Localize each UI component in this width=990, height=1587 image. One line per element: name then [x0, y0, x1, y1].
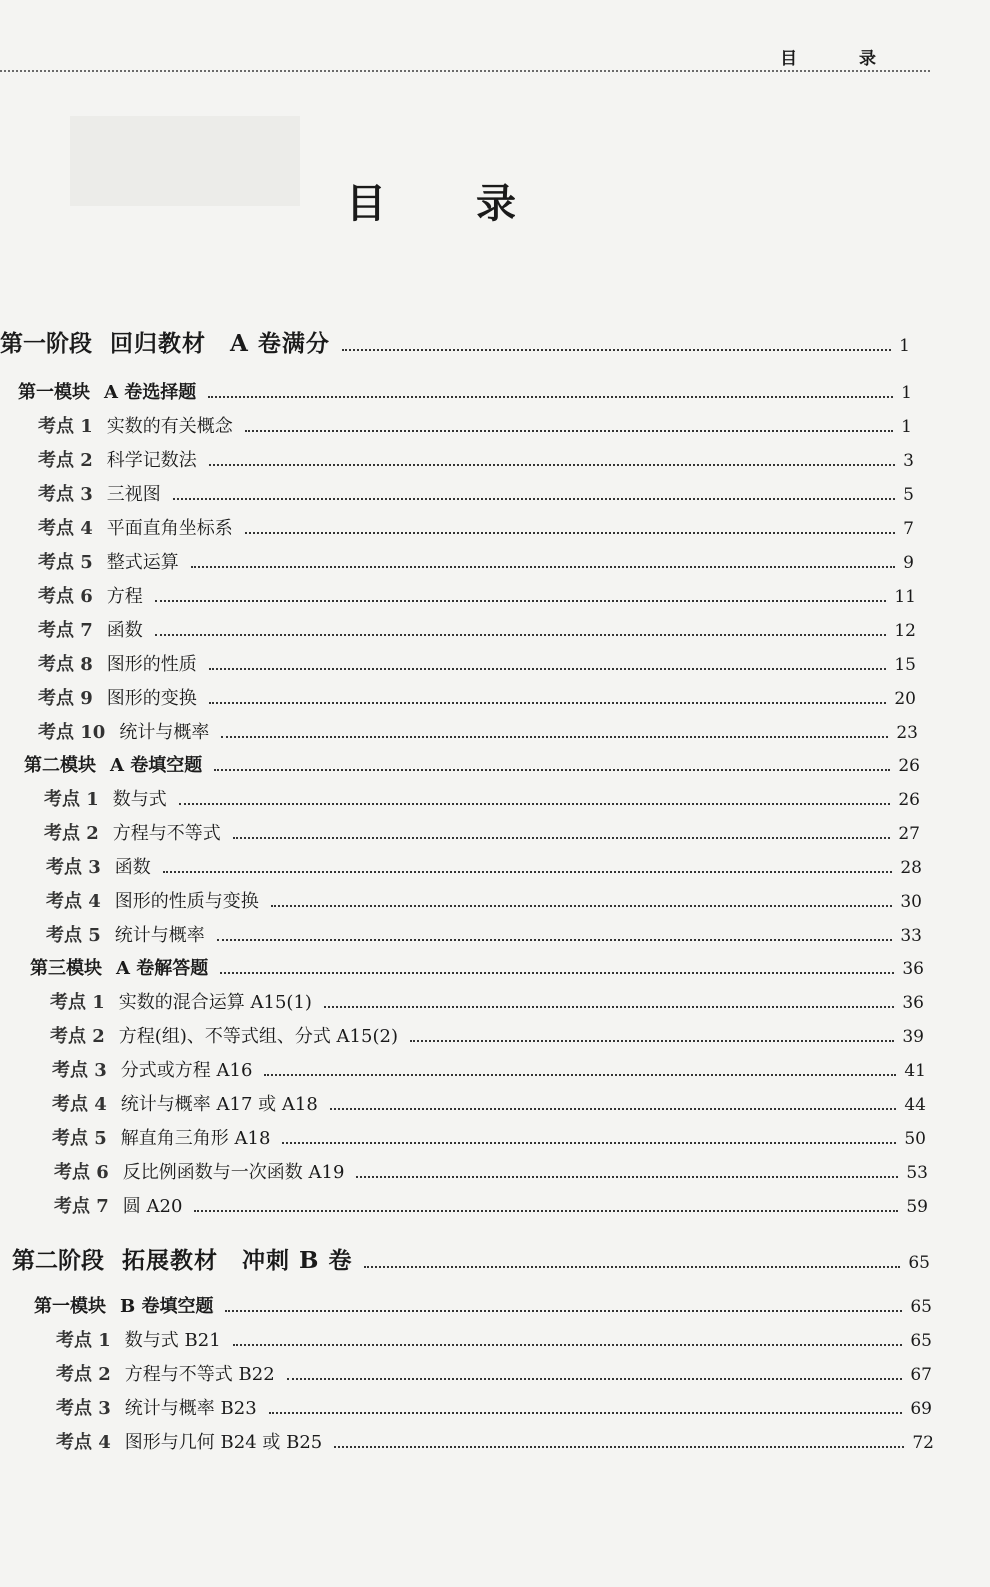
toc-entry-point: [56, 1326, 932, 1352]
toc-entry-title: B 卷填空题: [120, 1296, 214, 1317]
toc-entry-point: [46, 921, 922, 947]
toc-entry-page-number: 67: [910, 1365, 932, 1385]
toc-entry-title: 统计与概率: [114, 925, 205, 946]
dot-leader: [209, 702, 887, 704]
toc-entry-label: 考点 5: [52, 1128, 107, 1149]
dot-leader: [225, 1310, 902, 1312]
toc-entry-label: 考点 2: [50, 1026, 105, 1047]
toc-entry-label: 考点 6: [38, 586, 93, 607]
toc-entry-title: 统计与概率: [119, 722, 210, 743]
toc-entry-title: 统计与概率 A17 或 A18: [120, 1094, 318, 1115]
toc-entry-page-number: 12: [894, 621, 916, 641]
dot-leader: [194, 1210, 898, 1212]
toc-entry-label: 考点 4: [46, 891, 101, 912]
toc-entry-page-number: 5: [903, 485, 914, 505]
toc-entry-title: 回归教材 A 卷满分: [110, 330, 330, 357]
dot-leader: [155, 600, 887, 602]
toc-entry-page-number: 15: [894, 655, 916, 675]
toc-entry-title: 数与式: [112, 789, 167, 810]
dot-leader: [330, 1108, 897, 1110]
toc-entry-label: 考点 2: [44, 823, 99, 844]
toc-entry-page-number: 44: [904, 1095, 926, 1115]
toc-entry-stage: [12, 1242, 930, 1275]
toc-entry-page-number: 41: [904, 1061, 926, 1081]
toc-entry-title: 函数: [114, 857, 151, 878]
toc-entry-title: 图形的性质: [106, 654, 197, 675]
toc-entry-page-number: 69: [910, 1399, 932, 1419]
dot-leader: [191, 566, 895, 568]
toc-entry-label: 考点 5: [38, 552, 93, 573]
toc-entry-label: 考点 4: [56, 1432, 111, 1453]
dot-leader: [282, 1142, 896, 1144]
toc-entry-page-number: 53: [906, 1163, 928, 1183]
dot-leader: [217, 939, 893, 941]
dot-leader: [269, 1412, 903, 1414]
toc-entry-title: A 卷选择题: [104, 382, 197, 403]
toc-entry-point: [44, 785, 920, 811]
dot-leader: [221, 736, 888, 738]
dot-leader: [324, 1006, 894, 1008]
toc-entry-module: [30, 954, 924, 980]
toc-entry-page-number: 72: [912, 1433, 934, 1453]
dot-leader: [209, 668, 887, 670]
toc-entry-point: [44, 819, 920, 845]
toc-entry-title: 整式运算: [106, 552, 179, 573]
dot-leader: [173, 498, 895, 500]
toc-entry-label: 第一模块: [34, 1296, 106, 1317]
dot-leader: [163, 871, 893, 873]
toc-entry-point: [38, 480, 914, 506]
toc-entry-point: [54, 1158, 928, 1184]
toc-entry-title: 圆 A20: [122, 1196, 183, 1217]
toc-entry-stage: [0, 325, 910, 358]
running-header: 目 录: [780, 49, 904, 69]
toc-entry-page-number: 27: [898, 824, 920, 844]
toc-entry-page-number: 11: [894, 587, 916, 607]
toc-entry-page-number: 65: [908, 1253, 930, 1273]
dot-leader: [364, 1266, 900, 1268]
toc-entry-label: 第一阶段: [0, 330, 92, 357]
toc-entry-label: 考点 7: [54, 1196, 109, 1217]
toc-entry-page-number: 36: [902, 959, 924, 979]
toc-entry-page-number: 20: [894, 689, 916, 709]
dot-leader: [245, 532, 895, 534]
toc-entry-label: 考点 3: [46, 857, 101, 878]
toc-entry-title: 数与式 B21: [124, 1330, 221, 1351]
toc-entry-title: 反比例函数与一次函数 A19: [122, 1162, 345, 1183]
toc-entry-label: 考点 4: [38, 518, 93, 539]
toc-entry-label: 考点 5: [46, 925, 101, 946]
toc-entry-title: A 卷填空题: [110, 755, 203, 776]
toc-entry-label: 考点 7: [38, 620, 93, 641]
toc-entry-label: 考点 1: [38, 416, 93, 437]
dot-leader: [155, 634, 887, 636]
toc-entry-page-number: 26: [898, 790, 920, 810]
toc-entry-label: 考点 4: [52, 1094, 107, 1115]
toc-entry-label: 考点 1: [44, 789, 99, 810]
toc-entry-point: [56, 1360, 932, 1386]
toc-entry-page-number: 59: [906, 1197, 928, 1217]
toc-entry-title: 统计与概率 B23: [124, 1398, 257, 1419]
toc-entry-page-number: 23: [896, 723, 918, 743]
toc-entry-label: 第一模块: [18, 382, 90, 403]
toc-entry-title: 科学记数法: [106, 450, 197, 471]
toc-entry-point: [52, 1124, 926, 1150]
toc-entry-title: 函数: [106, 620, 143, 641]
dot-leader: [179, 803, 891, 805]
toc-entry-point: [54, 1192, 928, 1218]
dot-leader: [410, 1040, 894, 1042]
toc-entry-title: A 卷解答题: [116, 958, 209, 979]
toc-entry-title: 实数的有关概念: [106, 416, 233, 437]
toc-entry-point: [52, 1056, 926, 1082]
page-title: 目 录: [346, 180, 554, 227]
toc-entry-point: [38, 650, 916, 676]
toc-entry-label: 考点 3: [52, 1060, 107, 1081]
toc-entry-label: 考点 1: [56, 1330, 111, 1351]
toc-entry-title: 方程(组)、不等式组、分式 A15(2): [118, 1026, 398, 1047]
toc-entry-point: [38, 718, 918, 744]
toc-entry-point: [46, 853, 922, 879]
toc-entry-point: [38, 582, 916, 608]
dot-leader: [214, 769, 890, 771]
toc-entry-page-number: 30: [900, 892, 922, 912]
toc-entry-point: [52, 1090, 926, 1116]
toc-entry-page-number: 9: [903, 553, 914, 573]
toc-entry-point: [38, 616, 916, 642]
toc-entry-label: 考点 9: [38, 688, 93, 709]
toc-entry-title: 拓展教材 冲刺 B 卷: [122, 1247, 353, 1274]
dot-leader: [342, 349, 891, 351]
toc-entry-point: [38, 412, 912, 438]
toc-entry-title: 方程: [106, 586, 143, 607]
toc-entry-point: [38, 446, 914, 472]
toc-entry-page-number: 28: [900, 858, 922, 878]
toc-entry-title: 图形的性质与变换: [114, 891, 259, 912]
toc-entry-label: 考点 1: [50, 992, 105, 1013]
toc-entry-page-number: 1: [901, 383, 912, 403]
dot-leader: [233, 1344, 903, 1346]
toc-entry-page-number: 33: [900, 926, 922, 946]
toc-entry-title: 方程与不等式 B22: [124, 1364, 275, 1385]
dot-leader: [209, 464, 895, 466]
toc-entry-point: [46, 887, 922, 913]
toc-entry-point: [38, 684, 916, 710]
dot-leader: [233, 837, 891, 839]
toc-entry-point: [50, 988, 924, 1014]
toc-entry-label: 考点 3: [38, 484, 93, 505]
toc-entry-label: 考点 6: [54, 1162, 109, 1183]
toc-entry-label: 第三模块: [30, 958, 102, 979]
toc-entry-title: 实数的混合运算 A15(1): [118, 992, 312, 1013]
dot-leader: [334, 1446, 904, 1448]
toc-entry-module: [18, 378, 912, 404]
toc-entry-label: 第二模块: [24, 755, 96, 776]
toc-entry-label: 考点 8: [38, 654, 93, 675]
toc-entry-page-number: 65: [910, 1331, 932, 1351]
dot-leader: [356, 1176, 898, 1178]
toc-entry-point: [56, 1394, 932, 1420]
header-rule: [0, 70, 930, 72]
toc-entry-page-number: 1: [901, 417, 912, 437]
toc-entry-module: [34, 1292, 932, 1318]
toc-entry-title: 解直角三角形 A18: [120, 1128, 271, 1149]
toc-entry-point: [50, 1022, 924, 1048]
dot-leader: [208, 396, 893, 398]
toc-entry-title: 三视图: [106, 484, 161, 505]
dot-leader: [271, 905, 893, 907]
toc-entry-page-number: 1: [899, 336, 910, 356]
toc-entry-page-number: 7: [903, 519, 914, 539]
toc-entry-title: 图形的变换: [106, 688, 197, 709]
dot-leader: [287, 1378, 903, 1380]
toc-entry-point: [38, 514, 914, 540]
dot-leader: [220, 972, 894, 974]
toc-entry-label: 考点 2: [56, 1364, 111, 1385]
toc-entry-page-number: 39: [902, 1027, 924, 1047]
toc-entry-label: 第二阶段: [12, 1247, 104, 1274]
toc-entry-page-number: 65: [910, 1297, 932, 1317]
toc-entry-label: 考点 10: [38, 722, 106, 743]
toc-entry-title: 图形与几何 B24 或 B25: [124, 1432, 323, 1453]
toc-entry-title: 平面直角坐标系: [106, 518, 233, 539]
dot-leader: [264, 1074, 896, 1076]
toc-entry-title: 分式或方程 A16: [120, 1060, 253, 1081]
toc-entry-page-number: 50: [904, 1129, 926, 1149]
toc-entry-label: 考点 2: [38, 450, 93, 471]
toc-entry-point: [38, 548, 914, 574]
dot-leader: [245, 430, 893, 432]
toc-entry-page-number: 36: [902, 993, 924, 1013]
toc-entry-module: [24, 751, 920, 777]
toc-entry-label: 考点 3: [56, 1398, 111, 1419]
toc-entry-page-number: 3: [903, 451, 914, 471]
toc-entry-page-number: 26: [898, 756, 920, 776]
toc-entry-title: 方程与不等式: [112, 823, 221, 844]
toc-entry-point: [56, 1428, 934, 1454]
